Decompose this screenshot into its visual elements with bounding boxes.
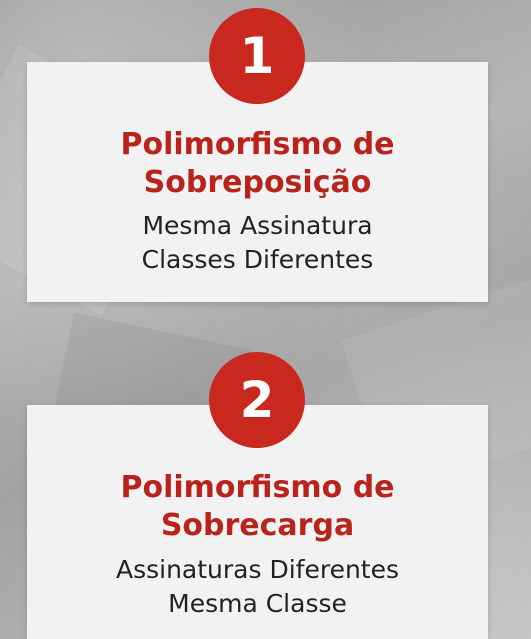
card-title-line: Polimorfismo de bbox=[120, 470, 395, 505]
card-subtitle bbox=[27, 553, 488, 621]
card-title-line: Polimorfismo de bbox=[120, 127, 395, 162]
number-badge: 1 bbox=[209, 8, 305, 104]
card-title bbox=[27, 469, 488, 545]
card-subtitle bbox=[27, 209, 488, 277]
card-title-line: Sobrecarga bbox=[160, 508, 355, 543]
card-subtitle-line: Assinaturas Diferentes bbox=[115, 555, 400, 584]
card-subtitle-line: Classes Diferentes bbox=[141, 245, 374, 274]
card-title bbox=[27, 126, 488, 202]
card-title-line: Sobreposição bbox=[143, 165, 372, 200]
card-subtitle-line: Mesma Assinatura bbox=[142, 211, 373, 240]
number-badge: 2 bbox=[209, 352, 305, 448]
card-subtitle-line: Mesma Classe bbox=[168, 589, 347, 618]
